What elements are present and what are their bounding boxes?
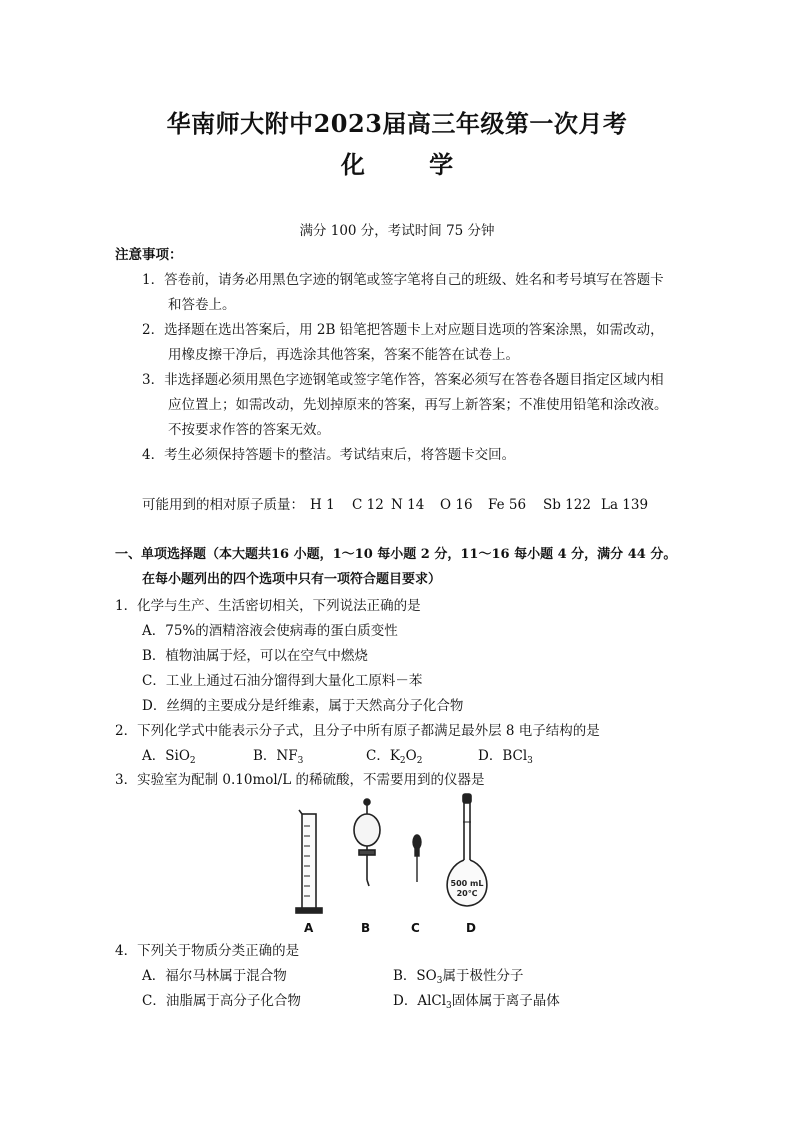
option-c: C．油脂属于高分子化合物 [142, 993, 301, 1009]
atomic-mass-value: O 16 [440, 497, 473, 513]
atomic-mass-value: C 12 [352, 497, 384, 513]
flask-temperature-label: 20℃ [456, 889, 478, 898]
question-stem: 1．化学与生产、生活密切相关，下列说法正确的是 [115, 598, 421, 614]
atomic-mass-value: Fe 56 [488, 497, 527, 513]
atomic-mass-value: Sb 122 [543, 497, 591, 513]
exam-title: 华南师大附中2023届高三年级第一次月考 [166, 109, 628, 138]
option-b: B．植物油属于烃，可以在空气中燃烧 [142, 648, 368, 664]
section-heading: 一、单项选择题（本大题共16 小题，1～10 每小题 2 分，11～16 每小题 4 分，满分 44 分。 [115, 547, 677, 562]
question-stem: 3．实验室为配制 0.10mol/L 的稀硫酸，不需要用到的仪器是 [115, 772, 485, 788]
flask-capacity-label: 500 mL [450, 879, 484, 888]
option-d: D．AlCl$_3$固体属于离子晶体 [393, 993, 560, 1011]
option-b: B．$SO_3$属于极性分子 [393, 968, 524, 986]
note-item: 应位置上；如需改动，先划掉原来的答案，再写上新答案；不准使用铅笔和涂改液。 [168, 397, 668, 413]
atomic-mass-lead: 可能用到的相对原子质量： [142, 497, 304, 513]
atomic-mass-value: H 1 [310, 497, 335, 513]
option-a: A．75%的酒精溶液会使病毒的蛋白质变性 [142, 623, 398, 639]
subject-title: 化 学 [340, 150, 482, 179]
dropper-icon [413, 835, 421, 882]
apparatus-label: B [361, 921, 371, 935]
atomic-mass-value: La 139 [601, 497, 649, 513]
note-item: 和答卷上。 [168, 297, 236, 313]
option-c: C．$K_2O_2$ [366, 748, 423, 766]
notes-heading: 注意事项： [115, 247, 183, 263]
note-item: 用橡皮擦干净后，再选涂其他答案，答案不能答在试卷上。 [168, 347, 519, 363]
note-item: 不按要求作答的答案无效。 [168, 422, 330, 438]
section-heading-2: 在每小题列出的四个选项中只有一项符合题目要求） [142, 572, 442, 587]
option-d: D．BCl$_3$ [478, 748, 533, 766]
option-d: D．丝绸的主要成分是纤维素，属于天然高分子化合物 [142, 698, 464, 714]
separatory-funnel-icon [354, 799, 380, 886]
option-a: A．福尔马林属于混合物 [142, 968, 287, 984]
option-c: C．工业上通过石油分馏得到大量化工原料－苯 [142, 673, 423, 689]
apparatus-label: C [411, 921, 420, 935]
option-a: A．SiO$_2$ [142, 748, 196, 766]
note-item: 4．考生必须保持答题卡的整洁。考试结束后，将答题卡交回。 [142, 447, 516, 463]
apparatus-label: D [466, 921, 476, 935]
score-time: 满分 100 分，考试时间 75 分钟 [299, 223, 495, 239]
atomic-mass-value: N 14 [391, 497, 425, 513]
note-item: 3．非选择题必须用黑色字迹钢笔或签字笔作答，答案必须写在答卷各题目指定区域内相 [142, 372, 664, 388]
question-stem: 4．下列关于物质分类正确的是 [115, 943, 300, 959]
note-item: 1．答卷前，请务必用黑色字迹的钢笔或签字笔将自己的班级、姓名和考号填写在答题卡 [142, 272, 664, 288]
option-b: B．$NF_3$ [253, 748, 304, 766]
apparatus-label: A [304, 921, 314, 935]
question-stem: 2．下列化学式中能表示分子式，且分子中所有原子都满足最外层 8 电子结构的是 [115, 723, 600, 739]
graduated-cylinder-icon [296, 810, 322, 913]
apparatus-figure [280, 792, 510, 942]
note-item: 2．选择题在选出答案后，用 2B 铅笔把答题卡上对应题目选项的答案涂黑，如需改动， [142, 322, 664, 338]
